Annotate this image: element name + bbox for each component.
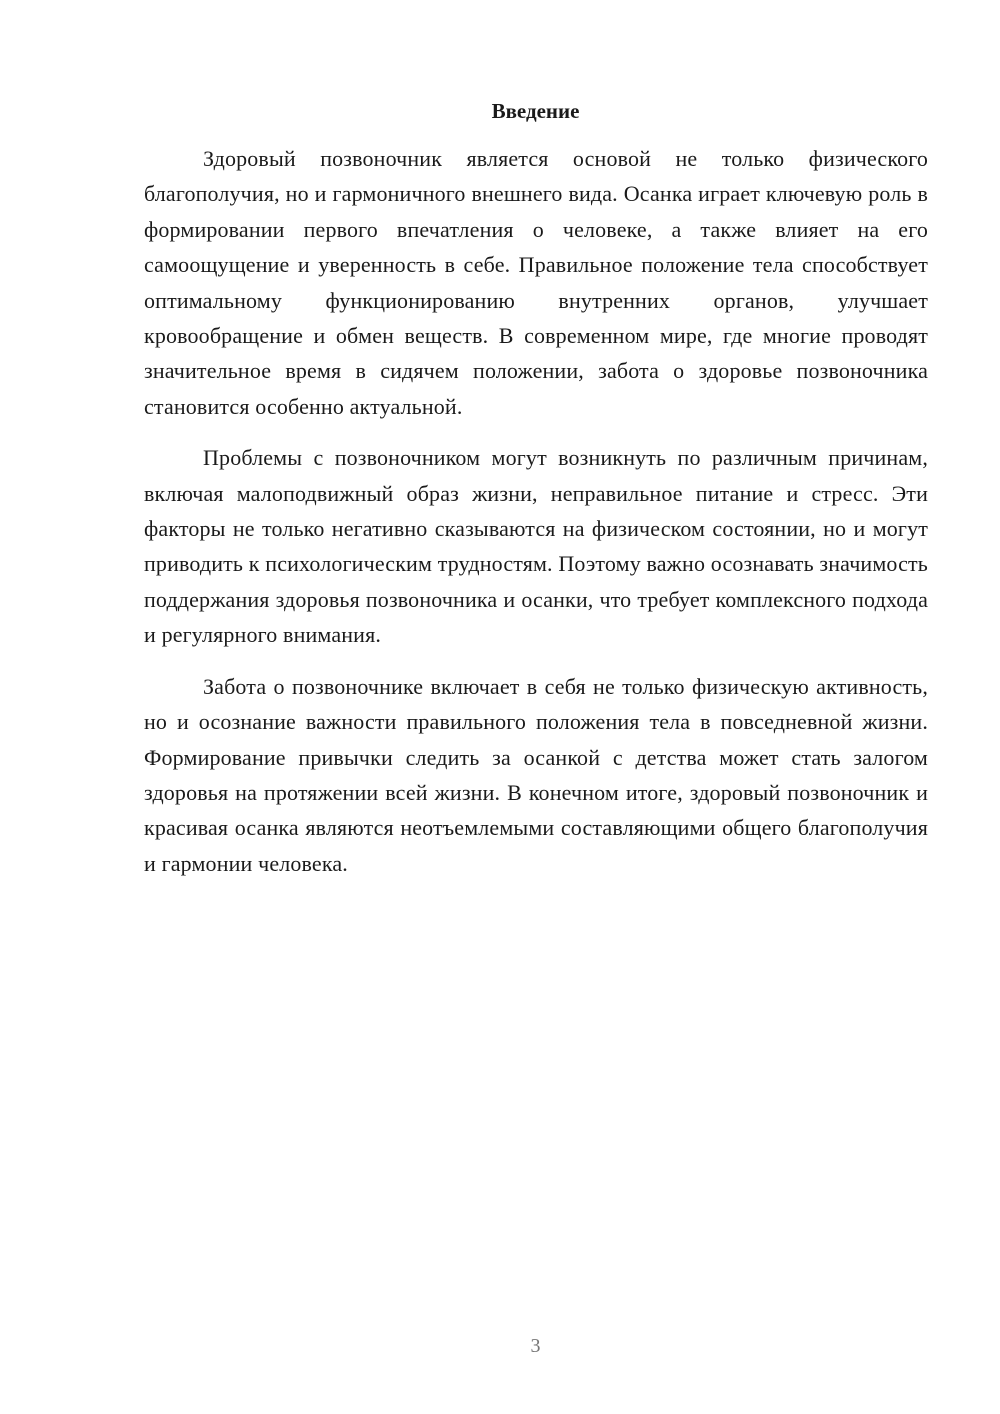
page-title: Введение [491,99,580,123]
document-body [144,141,928,897]
page-number: 3 [530,1335,541,1357]
paragraph-3: Забота о позвоночнике включает в себя не только физическую активность, но и осознание важности правильного положения тела в повседневной жизни. Формирование привычки следить за осанкой с детства может стать залогом здоровья на протяжении всей жизни. В конечном итоге, здоровый позвоночник и красивая осанка являются неотъемлемыми составляющими общего благополучия и гармонии человека. [144,673,928,876]
paragraph-2: Проблемы с позвоночником могут возникнуть по различным причинам, включая малоподвижный образ жизни, неправильное питание и стресс. Эти факторы не только негативно сказываются на физическом состоянии, но и могут приводить к психологическим трудностям. Поэтому важно осознавать значимость поддержания здоровья позвоночника и осанки, что требует комплексного подхода и регулярного внимания. [144,445,928,648]
paragraph-1: Здоровый позвоночник является основой не только физического благополучия, но и гармоничного внешнего вида. Осанка играет ключевую роль в формировании первого впечатления о человеке, а также влияет на его самоощущение и уверенность в себе. Правильное положение тела способствует оптимальному функционированию внутренних органов, улучшает кровообращение и обмен веществ. В современном мире, где многие проводят значительное время в сидячем положении, забота о здоровье позвоночника становится особенно актуальной. [144,146,928,419]
